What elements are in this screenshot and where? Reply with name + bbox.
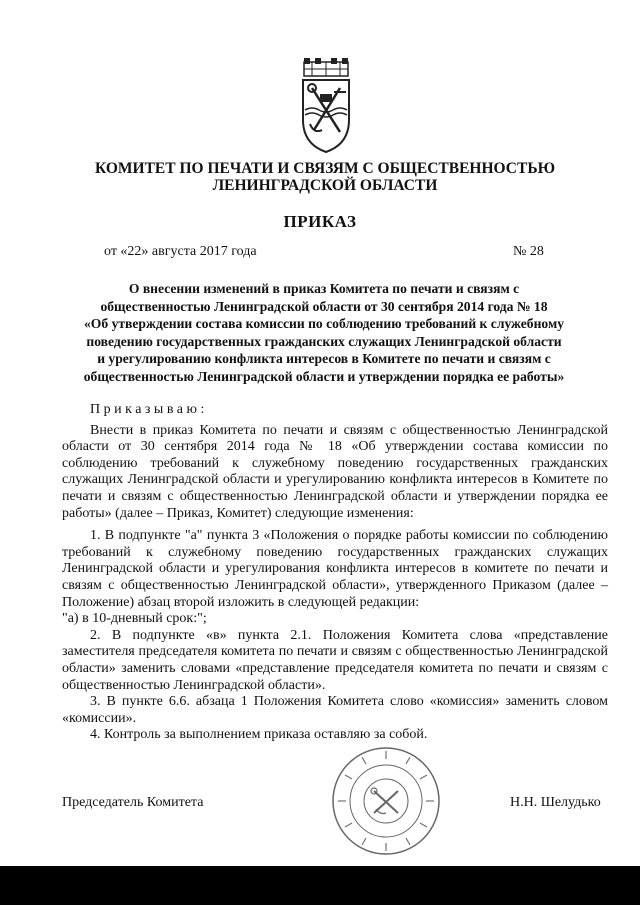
- subject-line: «Об утверждении состава комиссии по соблюдению требований к служебному: [84, 316, 564, 332]
- coat-of-arms-emblem: [300, 58, 352, 154]
- official-seal-stamp: [330, 745, 442, 857]
- organization-name-line2: ЛЕНИНГРАДСКОЙ ОБЛАСТИ: [212, 177, 438, 194]
- scan-bottom-border: [0, 866, 640, 905]
- document-subject: [40, 280, 608, 386]
- item-1-paragraph: 1. В подпункте "а" пункта 3 «Положения о порядке работы комиссии по соблюдению требований к служебному поведению государственных гражданских служащих Ленинградской области и урегулирования конфликта интересов в комитете по печати и связям с общественностью Ленинградской области», утвержденного Приказом (далее – Положение) абзац второй изложить в следующей редакции:: [62, 528, 608, 610]
- subject-line: поведению государственных гражданских служащих Ленинградской области: [86, 333, 562, 349]
- signature-position: Председатель Комитета: [62, 795, 204, 810]
- organization-name-line1: КОМИТЕТ ПО ПЕЧАТИ И СВЯЗЯМ С ОБЩЕСТВЕННОСТЬЮ: [94, 160, 556, 177]
- subject-line: общественностью Ленинградской области и утверждении порядка ее работы»: [83, 368, 565, 384]
- item-2-paragraph: 2. В подпункте «в» пункта 2.1. Положения Комитета слова «представление заместителя председателя комитета по печати и связям с общественностью Ленинградской области» заменить словами «представление председателя комитета по печати и связям с общественностью Ленинградской области».: [62, 627, 608, 693]
- order-word: Приказываю:: [90, 402, 208, 417]
- organization-name: [60, 160, 590, 194]
- document-type-title: ПРИКАЗ: [283, 212, 357, 231]
- document-number: № 28: [513, 244, 544, 259]
- subject-line: и урегулированию конфликта интересов в Комитете по печати и связям с: [97, 351, 551, 367]
- intro-paragraph: Внести в приказ Комитета по печати и связям с общественностью Ленинградской области от 30 сентября 2014 года № 18 «Об утверждении состава комиссии по соблюдению требований к служебному поведению государственных гражданских служащих Ленинградской области и урегулированию конфликта интересов в Комитете по печати и связям с общественностью Ленинградской области и утверждении порядка ее работы» (далее – Приказ, Комитет) следующие изменения:: [62, 422, 608, 521]
- signature-name: Н.Н. Шелудько: [510, 795, 601, 810]
- document-date: от «22» августа 2017 года: [104, 244, 257, 259]
- item-1-quote: "а) в 10-дневный срок:";: [62, 611, 207, 627]
- item-4-paragraph: 4. Контроль за выполнением приказа оставляю за собой.: [90, 727, 428, 743]
- document-body: [62, 402, 608, 744]
- subject-line: О внесении изменений в приказ Комитета по печати и связям с: [128, 281, 520, 296]
- item-3-paragraph: 3. В пункте 6.6. абзаца 1 Положения Комитета слово «комиссия» заменить словом «комиссии».: [62, 694, 608, 726]
- subject-line: общественностью Ленинградской области от 30 сентября 2014 года № 18: [100, 298, 548, 314]
